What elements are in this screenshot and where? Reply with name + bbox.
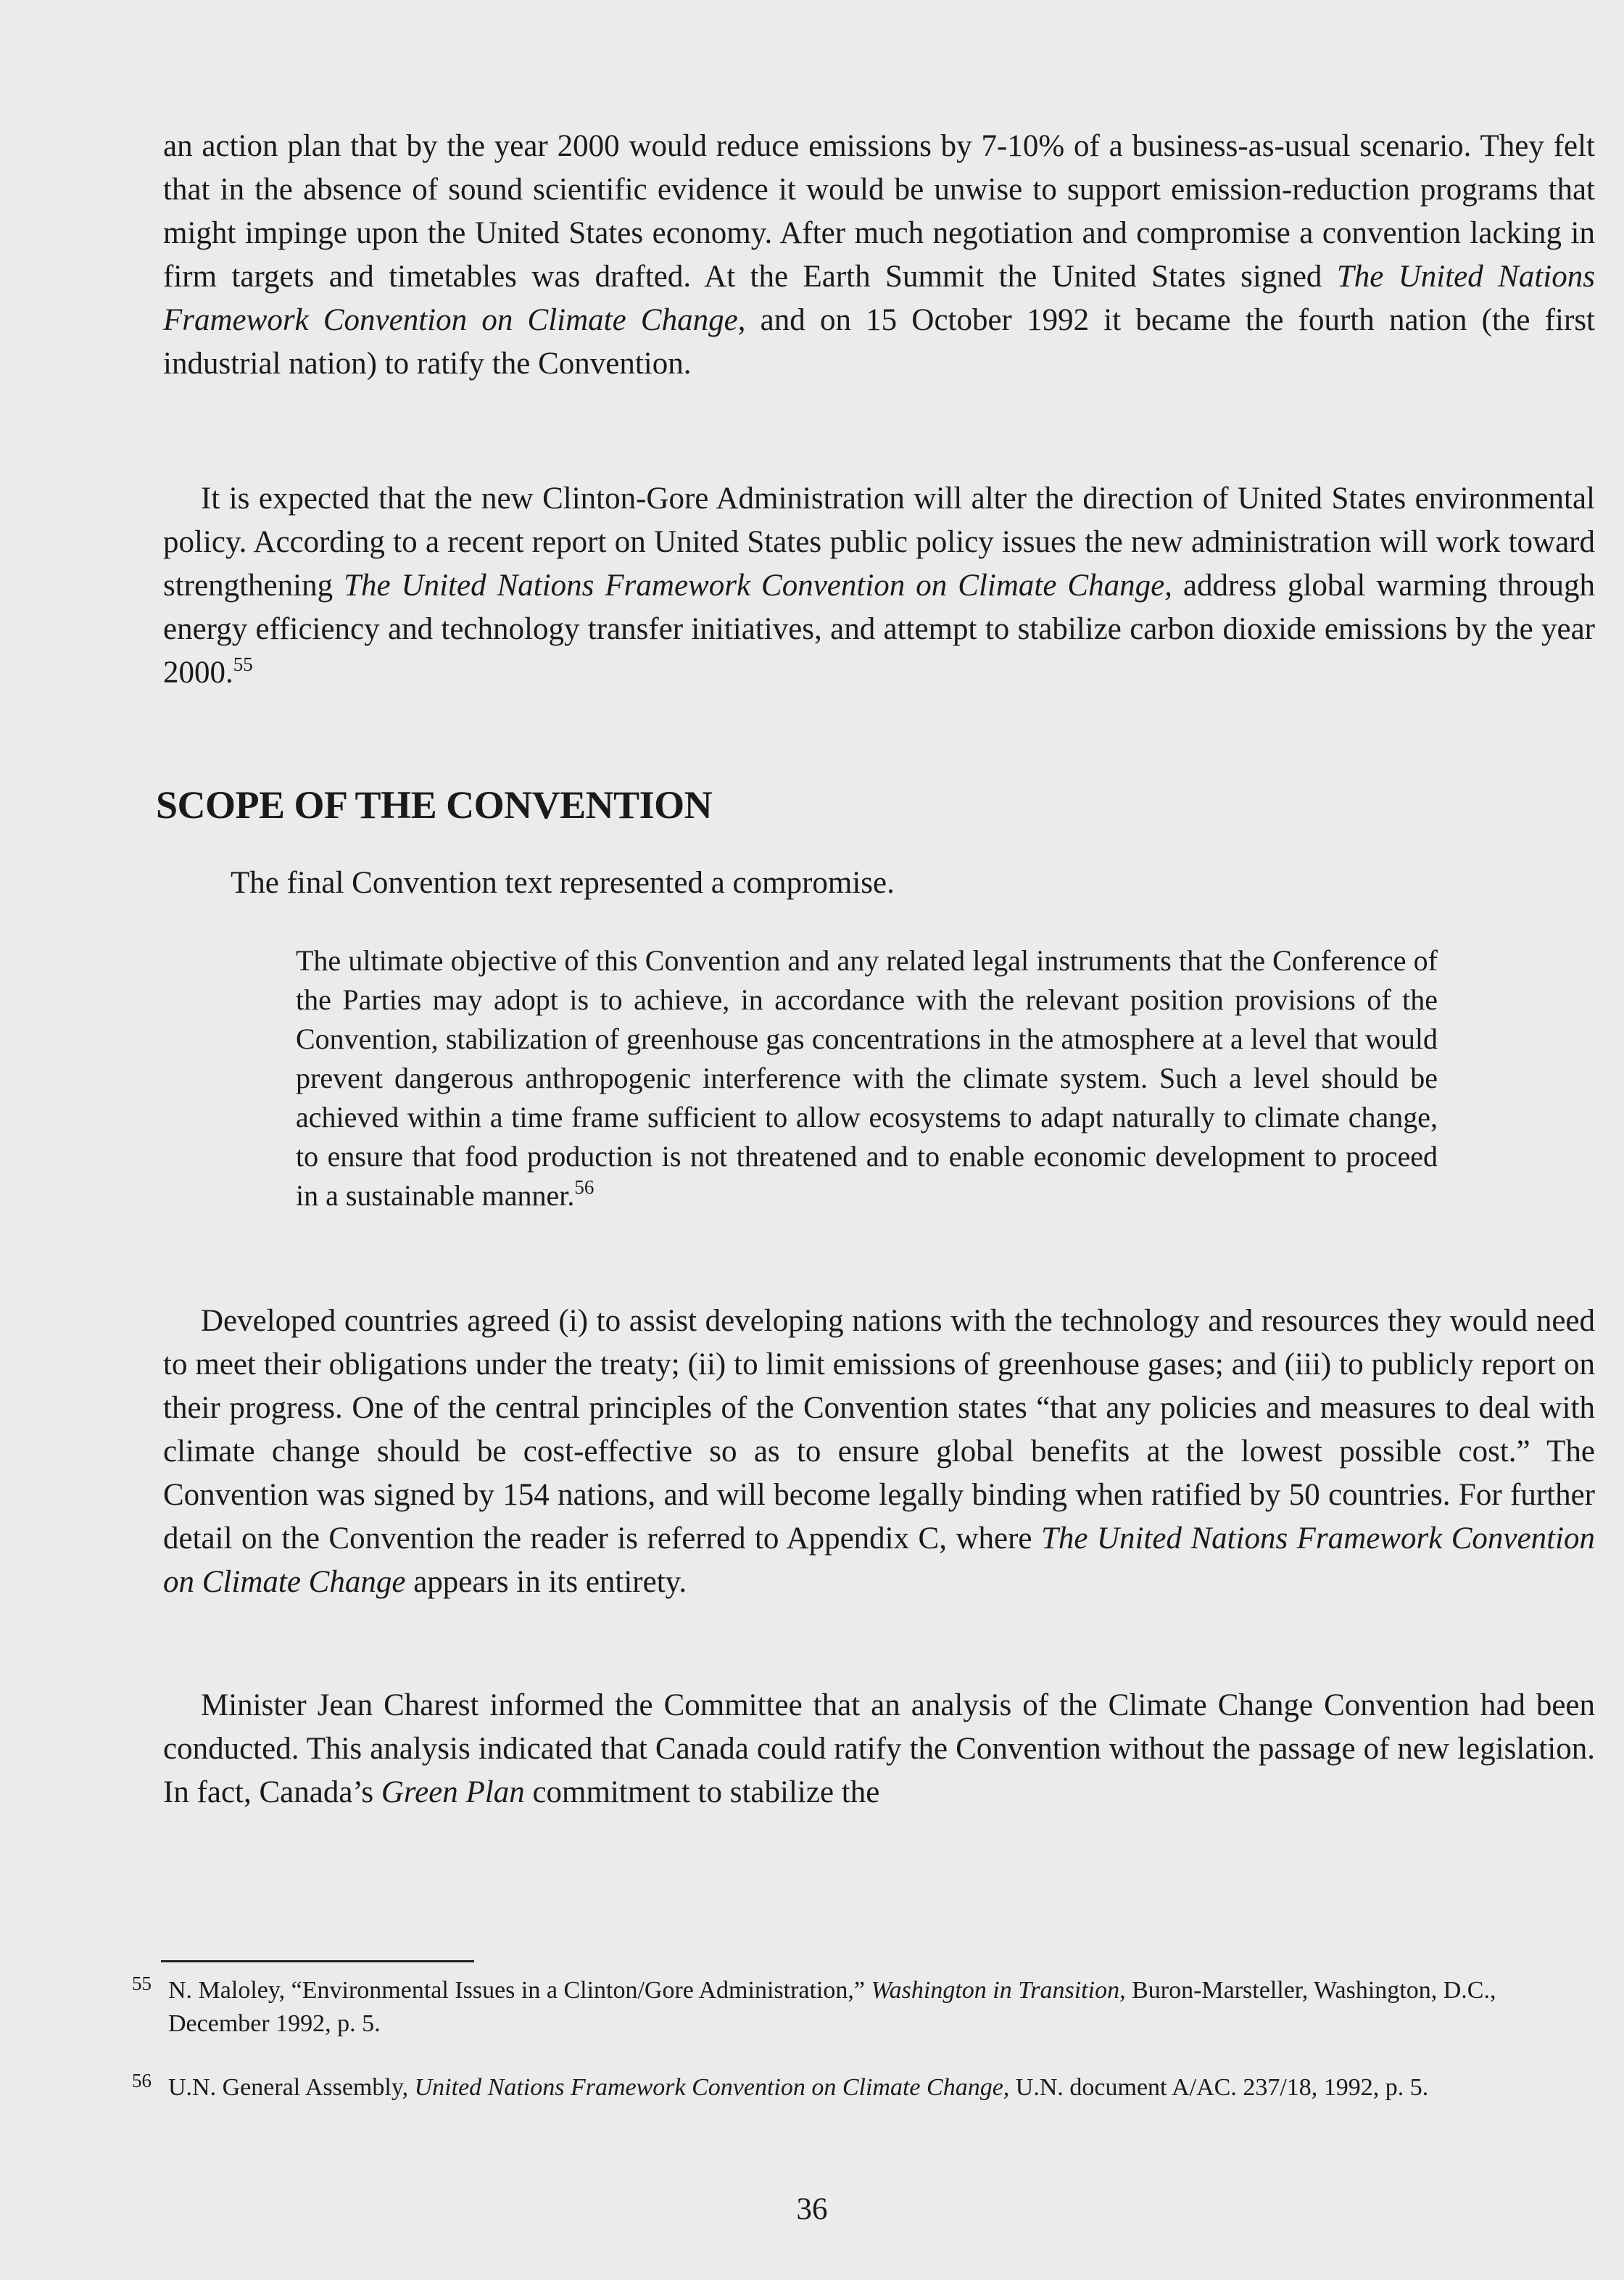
paragraph-text: an action plan that by the year 2000 would reduce emissions by 7-10% of a business-as-usual scenario. They felt that in the absence of sound scientific evidence it would be unwise to support emission-reduction programs that might impinge upon the United States economy. After much negotiation and compromise a convention lacking in firm targets and timetables was drafted. At the Earth Summit the United States signed — [163, 129, 1595, 294]
paragraph-text: Developed countries agreed (i) to assist developing nations with the technology and resources they would need to meet their obligations under the treaty; (ii) to limit emissions of greenhouse gases; and (iii) to publicly report on their progress. One of the central principles of the Convention states “that any policies and measures to deal with climate change should be cost-effective so as to ensure global benefits at the lowest possible cost.” The Convention was signed by 154 nations, and will become legally binding when ratified by 50 countries. For further detail on the Convention the reader is referred to Appendix C, where — [163, 1304, 1595, 1556]
body-paragraph — [163, 1300, 1595, 1604]
block-quote — [296, 941, 1438, 1215]
intro-sentence: The final Convention text represented a compromise. — [231, 866, 895, 900]
footnote-text: N. Maloley, “Environmental Issues in a Clinton/Gore Administration,” — [168, 1977, 871, 2004]
cited-title: Washington in Transition, — [871, 1977, 1126, 2004]
paragraph-text: appears in its entirety. — [405, 1565, 687, 1599]
footnote — [132, 2070, 1546, 2105]
footnote-reference: 55 — [233, 653, 253, 675]
page-number: 36 — [796, 2192, 828, 2226]
body-paragraph — [163, 1684, 1595, 1814]
paragraph-text: commitment to stabilize the — [524, 1775, 880, 1809]
footnote-number: 56 — [132, 2070, 152, 2091]
body-paragraph — [163, 477, 1595, 695]
paragraph-text: Minister Jean Charest informed the Committee that an analysis of the Climate Change Convention had been conducted. This analysis indicated that Canada could ratify the Convention without the passage of new legislation. In fact, Canada’s — [163, 1688, 1595, 1809]
convention-title: The United Nations Framework Convention on Climate Change, — [163, 260, 1595, 337]
footnote-text: U.N. document A/AC. 237/18, 1992, p. 5. — [1009, 2074, 1429, 2101]
footnote-text: Buron-Marsteller, Washington, D.C., December 1992, p. 5. — [168, 1977, 1496, 2037]
cited-title: United Nations Framework Convention on Climate Change, — [414, 2074, 1010, 2101]
paragraph-text: and on 15 October 1992 it became the fourth nation (the first industrial nation) to ratify the Convention. — [163, 303, 1595, 381]
convention-title: The United Nations Framework Convention on Climate Change — [163, 1521, 1595, 1599]
quote-text: The ultimate objective of this Convention and any related legal instruments that the Conference of the Parties may adopt is to achieve, in accordance with the relevant position provisions of the Convention, stabilization of greenhouse gas concentrations in the atmosphere at a level that would prevent dangerous anthropogenic interference with the climate system. Such a level should be achieved within a time frame sufficient to allow ecosystems to adapt naturally to climate change, to ensure that food production is not threatened and to enable economic development to proceed in a sustainable manner. — [296, 944, 1438, 1212]
footnote — [132, 1973, 1546, 2041]
section-heading: SCOPE OF THE CONVENTION — [156, 783, 713, 827]
paragraph-text: address global warming through energy efficiency and technology transfer initiatives, and attempt to stabilize carbon dioxide emissions by the year 2000. — [163, 569, 1595, 690]
convention-title: The United Nations Framework Convention on Climate Change, — [344, 569, 1172, 603]
paragraph-text: It is expected that the new Clinton-Gore Administration will alter the direction of United States environmental policy. According to a recent report on United States public policy issues the new administration will work toward strengthening — [163, 482, 1595, 603]
body-paragraph — [163, 125, 1595, 386]
footnote-number: 55 — [132, 1973, 152, 1994]
footnote-text: U.N. General Assembly, — [168, 2074, 415, 2101]
footnote-divider — [161, 1960, 474, 1962]
footnote-reference: 56 — [574, 1176, 594, 1198]
plan-title: Green Plan — [381, 1775, 525, 1809]
